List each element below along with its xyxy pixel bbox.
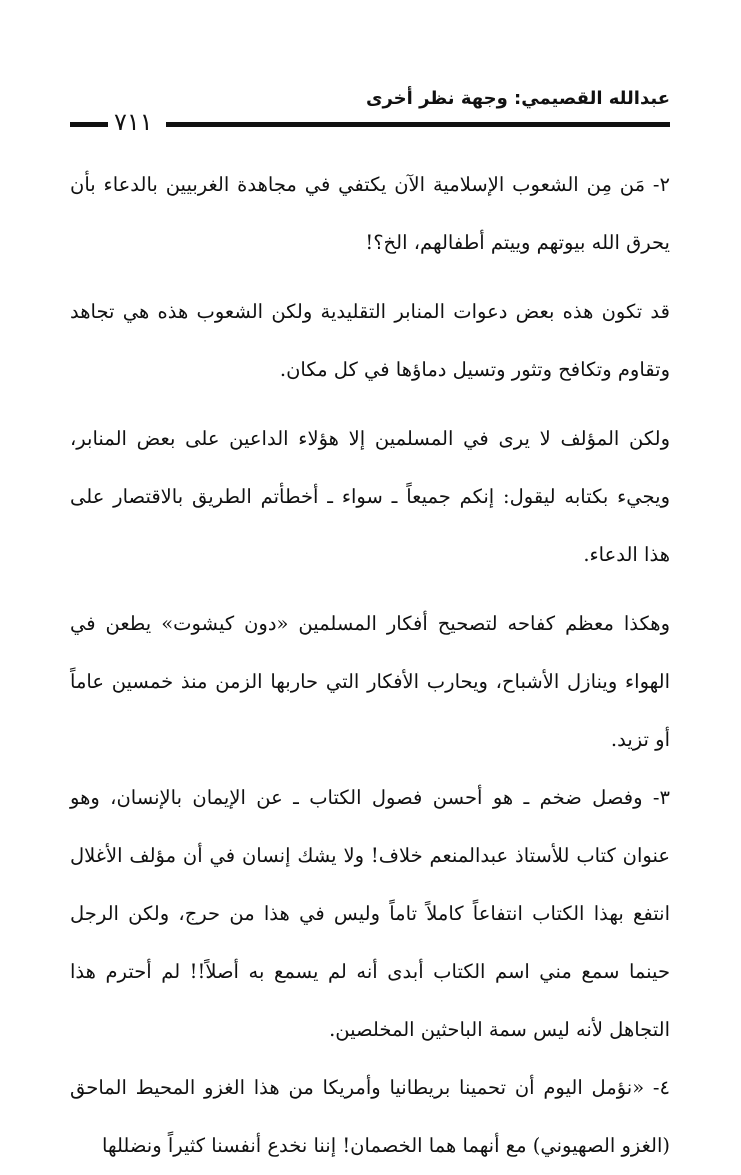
paragraph-item-3: ٣- وفصل ضخم ـ هو أحسن فصول الكتاب ـ عن الإيمان بالإنسان، وهو عنوان كتاب للأستاذ عبدالمنعم خلاف! ولا يشك إنسان في أن مؤلف الأغلال انتفع بهذا الكتاب انتفاعاً كاملاً تاماً وليس في هذا من حرج، ولكن الرجل حينما سمع مني اسم الكتاب أبدى أنه لم يسمع به أصلاً!! لم أحترم هذا التجاهل لأنه ليس سمة الباحثين المخلصين. (70, 786, 670, 1041)
paragraph-traditional-pulpits: قد تكون هذه بعض دعوات المنابر التقليدية ولكن الشعوب هذه هي تجاهد وتقاوم وتكافح وتثور وتسيل دماؤها في كل مكان. (70, 300, 670, 381)
paragraph-don-quixote: وهكذا معظم كفاحه لتصحيح أفكار المسلمين «دون كيشوت» يطعن في الهواء وينازل الأشباح، ويحارب الأفكار التي حاربها الزمن منذ خمسين عاماً أو تزيد. (70, 612, 670, 751)
paragraph-author-view: ولكن المؤلف لا يرى في المسلمين إلا هؤلاء الداعين على بعض المنابر، ويجيء بكتابه ليقول: إنكم جميعاً ـ سواء ـ أخطأتم الطريق بالاقتصار على هذا الدعاء. (70, 427, 670, 566)
body-text (70, 156, 670, 1175)
running-title: عبدالله القصيمي: وجهة نظر أخرى (365, 88, 670, 109)
page-number: ٧١١ (114, 108, 153, 136)
header-rule (166, 122, 670, 127)
paragraph-item-2: ٢- مَن مِن الشعوب الإسلامية الآن يكتفي في مجاهدة الغربيين بالدعاء بأن يحرق الله بيوتهم وييتم أطفالهم، الخ؟! (70, 173, 670, 254)
page-header (70, 88, 670, 134)
paragraph-item-4: ٤- «نؤمل اليوم أن تحمينا بريطانيا وأمريكا من هذا الغزو المحيط الماحق (الغزو الصهيوني) مع أنهما هما الخصمان! إننا نخدع أنفسنا كثيراً ونضللها (70, 1076, 670, 1157)
header-rule-short (70, 122, 108, 127)
